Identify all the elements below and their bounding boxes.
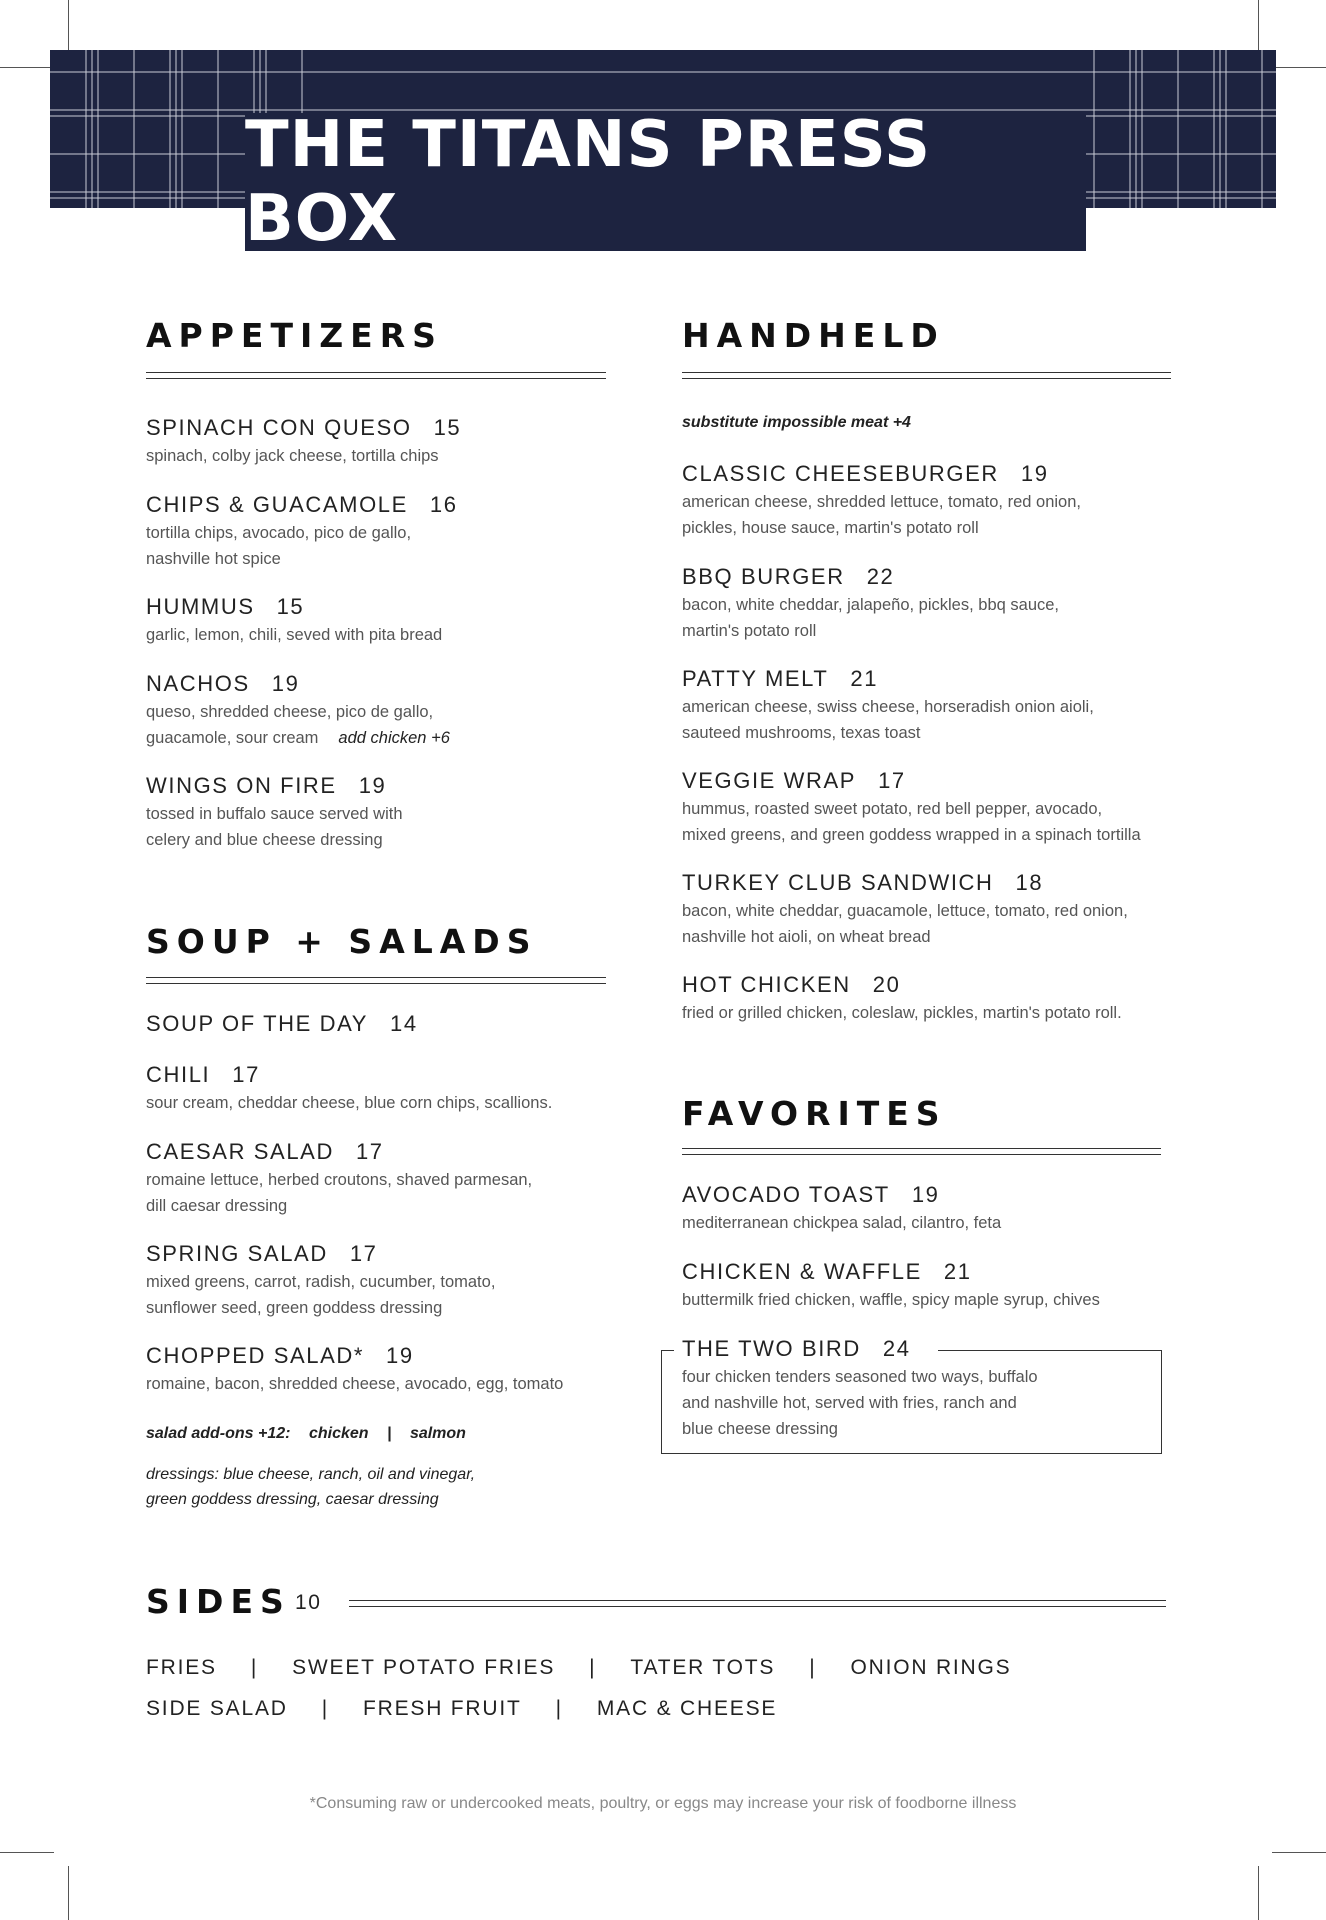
item-name: CHIPS & GUACAMOLE [146,492,408,517]
sides-heading: SIDES [146,1582,291,1621]
item-price: 19 [271,671,300,696]
footer-disclaimer: *Consuming raw or undercooked meats, poultry, or eggs may increase your risk of foodborne illness [309,1795,1017,1812]
sides-price: 10 [295,1591,322,1614]
item-name: SPINACH CON QUESO [146,415,412,440]
item-price: 21 [850,666,879,691]
menu-item [146,1342,563,1397]
item-description: sauteed mushrooms, texas toast [682,724,921,742]
item-price: 19 [358,773,387,798]
item-description: celery and blue cheese dressing [146,831,383,849]
item-description: romaine lettuce, herbed croutons, shaved parmesan, [146,1171,533,1189]
soup-salads-heading: SOUP + SALADS [146,922,538,961]
item-description: american cheese, shredded lettuce, tomato, red onion, [682,493,1081,511]
menu-item [146,1061,552,1116]
item-description: and nashville hot, served with fries, ranch and [682,1394,1017,1412]
menu-item [146,1010,418,1038]
item-name: HOT CHICKEN [682,972,851,997]
separator: | [809,1656,817,1679]
item-description: nashville hot aioli, on wheat bread [682,928,931,946]
item-name: VEGGIE WRAP [682,768,857,793]
section-divider [682,372,1171,379]
section-divider [349,1600,1166,1607]
crop-mark [1272,1852,1326,1853]
item-price: 15 [433,415,462,440]
item-description: four chicken tenders seasoned two ways, buffalo [682,1368,1038,1386]
item-description: mixed greens, carrot, radish, cucumber, tomato, [146,1273,496,1291]
side-item: SWEET POTATO FRIES [292,1656,556,1679]
item-description: dill caesar dressing [146,1197,288,1215]
item-price: 19 [911,1182,940,1207]
item-name: BBQ BURGER [682,564,845,589]
crop-mark [0,67,54,68]
item-name: HUMMUS [146,594,255,619]
crop-mark [1258,0,1259,54]
item-description: tossed in buffalo sauce served with [146,805,403,823]
separator: | [555,1697,563,1720]
item-description: buttermilk fried chicken, waffle, spicy maple syrup, chives [682,1291,1100,1309]
side-item: FRIES [146,1656,217,1679]
menu-item [146,772,403,853]
item-price: 16 [429,492,458,517]
item-price: 17 [349,1241,378,1266]
title-box [245,108,1086,256]
item-description: bacon, white cheddar, jalapeño, pickles, bbq sauce, [682,596,1060,614]
menu-item [146,1138,532,1219]
addon-chicken: chicken [308,1425,369,1442]
item-price: 19 [1020,461,1049,486]
dressings-line: dressings: blue cheese, ranch, oil and vinegar, [146,1466,476,1483]
sides-row-1 [146,1656,1011,1680]
separator: | [321,1697,329,1720]
item-name: THE TWO BIRD [682,1336,861,1361]
item-description: blue cheese dressing [682,1420,838,1438]
item-name: TURKEY CLUB SANDWICH [682,870,994,895]
item-description: bacon, white cheddar, guacamole, lettuce, tomato, red onion, [682,902,1128,920]
item-description: mediterranean chickpea salad, cilantro, feta [682,1214,1002,1232]
handheld-heading: HANDHELD [682,316,945,355]
side-item: FRESH FRUIT [362,1697,522,1720]
item-description: tortilla chips, avocado, pico de gallo, [146,524,412,542]
page-title: THE TITANS PRESS BOX [245,108,932,256]
menu-item [682,563,1059,644]
item-name: CHICKEN & WAFFLE [682,1259,922,1284]
crop-mark [1272,67,1326,68]
item-name: SPRING SALAD [146,1241,328,1266]
section-divider [146,372,606,379]
note-text: substitute impossible meat +4 [682,414,911,431]
addon-separator: | [387,1425,392,1442]
item-description: mixed greens, and green goddess wrapped in a spinach tortilla [682,826,1141,844]
side-item: MAC & CHEESE [596,1697,778,1720]
item-description: queso, shredded cheese, pico de gallo, [146,703,434,721]
item-price: 15 [276,594,305,619]
item-description: pickles, house sauce, martin's potato roll [682,519,979,537]
appetizers-heading: APPETIZERS [146,316,443,355]
menu-item [682,1335,1038,1442]
separator: | [250,1656,259,1679]
menu-item [682,665,1094,746]
crop-mark [68,0,69,54]
item-name: CHILI [146,1062,211,1087]
item-price: 17 [232,1062,260,1087]
item-price: 24 [882,1336,911,1361]
side-item: TATER TOTS [630,1656,776,1679]
item-name: NACHOS [146,671,250,696]
item-price: 19 [386,1343,414,1368]
section-divider [146,977,606,984]
impossible-meat-note [682,410,911,436]
favorites-heading: FAVORITES [682,1094,947,1133]
section-divider [682,1148,1161,1155]
item-description: fried or grilled chicken, coleslaw, pickles, martin's potato roll. [682,1004,1122,1022]
item-description: nashville hot spice [146,550,281,568]
item-description: spinach, colby jack cheese, tortilla chips [146,447,439,465]
item-price: 22 [866,564,895,589]
item-name: CLASSIC CHEESEBURGER [682,461,999,486]
item-name: WINGS ON FIRE [146,773,337,798]
crop-mark [1258,1866,1259,1920]
item-description: hummus, roasted sweet potato, red bell pepper, avocado, [682,800,1103,818]
item-description: american cheese, swiss cheese, horseradish onion aioli, [682,698,1094,716]
item-price: 18 [1015,870,1044,895]
menu-item [146,491,458,572]
item-price: 21 [943,1259,972,1284]
separator: | [589,1656,597,1679]
item-description: martin's potato roll [682,622,817,640]
menu-item [682,1258,1100,1313]
menu-item [146,414,461,469]
item-price: 20 [872,972,901,997]
item-name: PATTY MELT [682,666,829,691]
add-chicken-note: add chicken +6 [338,729,450,747]
menu-item [682,971,1122,1026]
item-name: CHOPPED SALAD* [146,1343,365,1368]
salad-addons [146,1421,466,1447]
box-border-left [662,1350,674,1351]
dressings-line: green goddess dressing, caesar dressing [146,1491,439,1508]
menu-item [146,593,442,648]
item-price: 14 [390,1011,418,1036]
item-description: guacamole, sour cream [146,729,319,747]
side-item: ONION RINGS [850,1656,1012,1679]
menu-item [682,460,1081,541]
menu-item [682,1181,1001,1236]
menu-item [146,1240,495,1321]
addons-label: salad add-ons +12: [146,1425,291,1442]
item-description: sour cream, cheddar cheese, blue corn chips, scallions. [146,1094,553,1112]
sides-row-2 [146,1697,777,1721]
item-description: sunflower seed, green goddess dressing [146,1299,443,1317]
addon-salmon: salmon [409,1425,466,1442]
item-description: garlic, lemon, chili, seved with pita bread [146,626,443,644]
crop-mark [68,1866,69,1920]
item-price: 17 [878,768,906,793]
menu-item [682,767,1141,848]
side-item: SIDE SALAD [146,1697,288,1720]
item-name: AVOCADO TOAST [682,1182,890,1207]
item-price: 17 [355,1139,384,1164]
menu-item [682,869,1128,950]
item-name: CAESAR SALAD [146,1139,334,1164]
item-name: SOUP OF THE DAY [146,1011,369,1036]
menu-item [146,670,450,751]
item-description: romaine, bacon, shredded cheese, avocado, egg, tomato [146,1375,564,1393]
crop-mark [0,1852,54,1853]
